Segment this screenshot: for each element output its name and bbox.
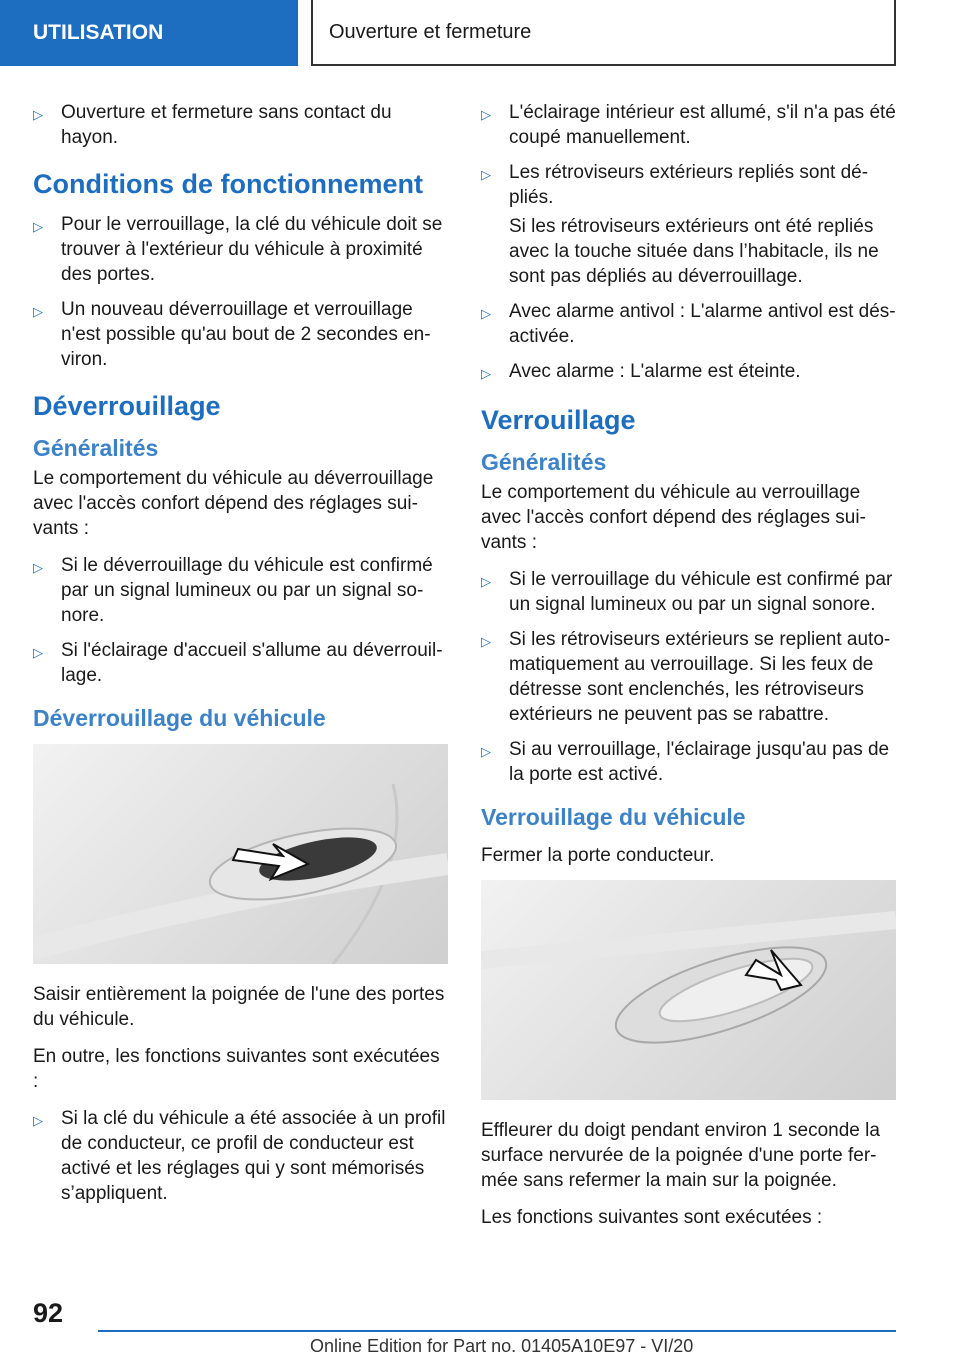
list-item: ▷ Si l'éclairage d'accueil s'allume au déverrouillage. (33, 640, 443, 686)
header-section-label: UTILISATION (33, 21, 164, 44)
door-handle-image (33, 744, 448, 964)
triangle-right-outline-icon: ▷ (481, 366, 491, 381)
triangle-right-outline-icon: ▷ (481, 306, 491, 321)
list-item: ▷ Avec alarme : L'alarme est éteinte. (481, 359, 897, 386)
triangle-right-outline-icon: ▷ (481, 167, 491, 182)
list-item: ▷ Avec alarme antivol : L'alarme antivol est désactivée. (481, 301, 896, 347)
functions-paragraph: En outre, les fonctions suivantes sont exécutées : (33, 1046, 440, 1092)
triangle-right-outline-icon: ▷ (481, 574, 491, 589)
list-item: ▷ Un nouveau déverrouillage et verrouillage n'est possible qu'au bout de 2 secondes environ. (33, 299, 431, 370)
close-door-paragraph: Fermer la porte conducteur. (481, 845, 715, 866)
triangle-right-outline-icon: ▷ (481, 634, 491, 649)
general-paragraph: Le comportement du véhicule au déverrouillage avec l'accès confort dépend des réglages suivants : (33, 468, 434, 539)
heading-conditions: Conditions de fonctionnement (33, 169, 423, 199)
list-item: ▷ Si le déverrouillage du véhicule est confirmé par un signal lumineux ou par un signal sonore. (33, 555, 433, 626)
triangle-right-outline-icon: ▷ (33, 645, 43, 660)
triangle-right-outline-icon: ▷ (481, 107, 491, 122)
list-item: ▷ Si la clé du véhicule a été associée à un profil de conducteur, ce profil de conducteur est activé et les réglages qui y sont mémorisés s’appliquent. (33, 1108, 446, 1204)
header-chapter-label: Ouverture et fermeture (329, 20, 532, 43)
heading-lock-vehicle: Verrouillage du véhicule (481, 804, 746, 830)
list-item: ▷ Si le verrouillage du véhicule est confirmé par un signal lumineux ou par un signal sonore. (481, 569, 893, 615)
heading-general: Généralités (481, 449, 607, 475)
heading-general: Généralités (33, 435, 159, 461)
header-section-tab (0, 0, 298, 66)
door-handle-touch-image (481, 880, 896, 1100)
right-column (481, 100, 897, 1242)
triangle-right-outline-icon: ▷ (33, 560, 43, 575)
list-item: ▷ Si au verrouillage, l'éclairage jusqu'au pas de la porte est activé. (481, 739, 890, 785)
heading-unlock-vehicle: Déverrouillage du véhicule (33, 705, 326, 731)
footer-divider (98, 1330, 896, 1332)
triangle-right-outline-icon: ▷ (481, 744, 491, 759)
triangle-right-outline-icon: ▷ (33, 107, 43, 122)
list-item: ▷ Pour le verrouillage, la clé du véhicule doit se trouver à l'extérieur du véhicule à proximité des portes. (33, 214, 443, 285)
list-item: ▷ Si les rétroviseurs extérieurs se replient automatiquement au verrouillage. Si les feux de détresse sont enclenchés, les rétroviseurs extérieurs ne peuvent pas se rabattre. (481, 629, 891, 725)
left-column (33, 100, 449, 1216)
touch-handle-paragraph: Effleurer du doigt pendant environ 1 seconde la surface nervurée de la poignée d'une porte fermée sans refermer la main sur la poignée. (481, 1120, 880, 1191)
general-paragraph: Le comportement du véhicule au verrouillage avec l'accès confort dépend des réglages suivants : (481, 482, 866, 553)
page-number: 92 (33, 1298, 64, 1328)
door-handle-illustration (33, 744, 448, 964)
list-item: ▷ L'éclairage intérieur est allumé, s'il n'a pas été coupé manuellement. (481, 102, 896, 148)
door-handle-touch-illustration (481, 880, 896, 1100)
footer-edition: Online Edition for Part no. 01405A10E97 - VI/20 (310, 1336, 694, 1356)
triangle-right-outline-icon: ▷ (33, 304, 43, 319)
functions-executed-paragraph: Les fonctions suivantes sont exécutées : (481, 1207, 823, 1228)
header-chapter-title (311, 0, 896, 66)
triangle-right-outline-icon: ▷ (33, 1113, 43, 1128)
heading-lock: Verrouillage (481, 405, 636, 435)
list-item: ▷ Ouverture et fermeture sans contact du hayon. (33, 102, 392, 148)
heading-unlock: Déverrouillage (33, 391, 221, 421)
triangle-right-outline-icon: ▷ (33, 219, 43, 234)
grip-handle-paragraph: Saisir entièrement la poignée de l'une des portes du véhicule. (33, 984, 445, 1030)
list-item: ▷ Les rétroviseurs extérieurs repliés sont dépliés. Si les rétroviseurs extérieurs ont été repliés avec la touche située dans l’habitacle, ils ne sont pas dépliés au déverrouillage. (481, 162, 879, 287)
